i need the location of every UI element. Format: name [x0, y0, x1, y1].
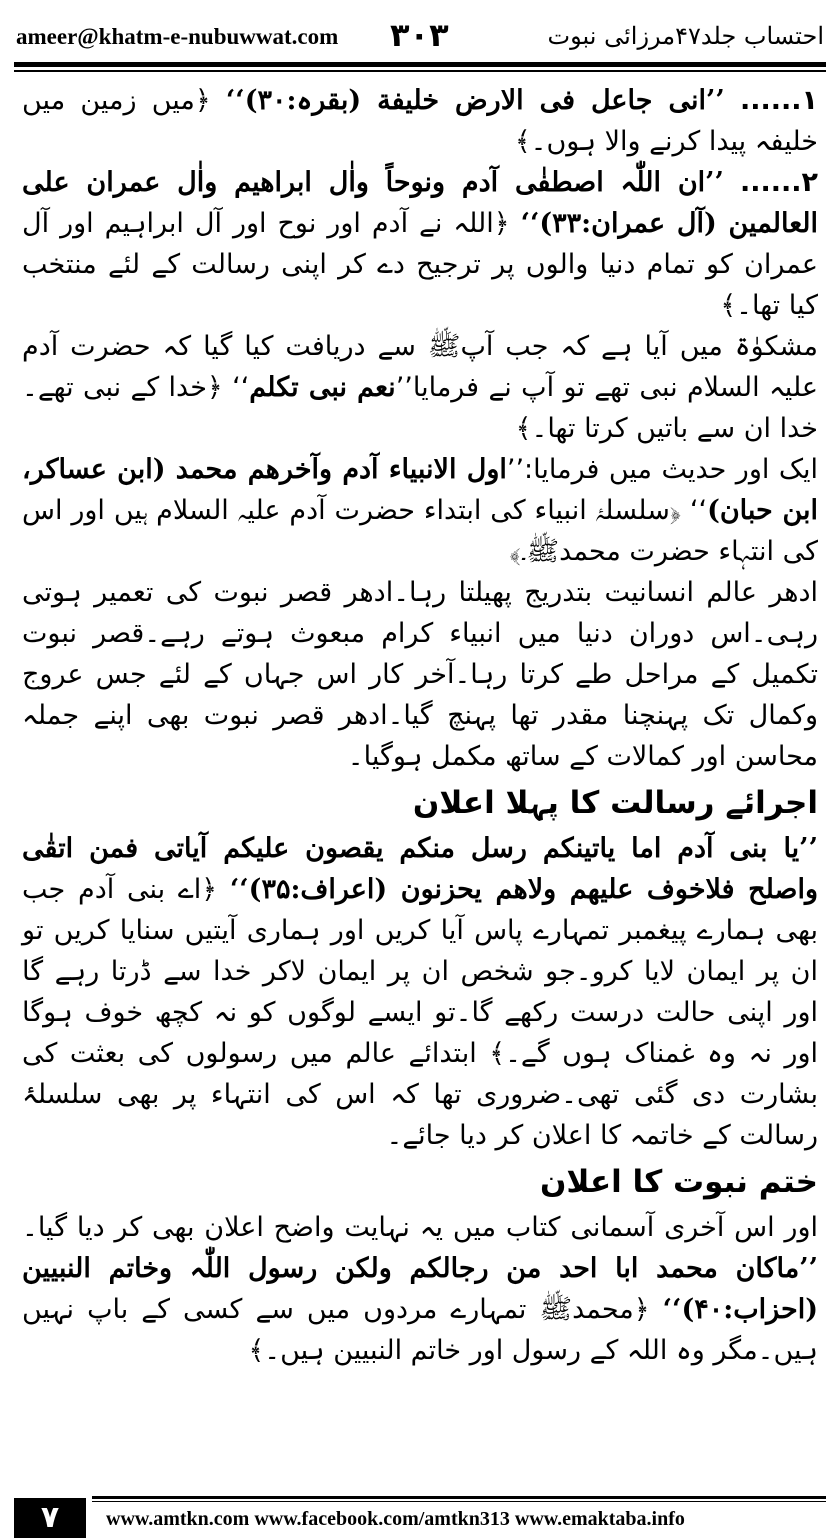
header-rule-thin — [14, 70, 826, 72]
footer-rule-thin — [92, 1501, 826, 1502]
verse-1 — [22, 80, 818, 162]
closing-urdu: ﴿محمدﷺ تمہارے مردوں میں سے کسی کے باپ نہیں ہیں۔مگر وہ اللہ کے رسول اور خاتم النبیین ہیں۔﴾ — [22, 1294, 818, 1366]
hadith-1-arabic: نعم نبی تکلم — [249, 372, 396, 403]
verse-3-urdu: ﴿اے بنی آدم جب بھی ہمارے پیغمبر تمہارے پاس آیا کریں اور ہماری آیتیں سنایا کریں تو ان پر ایمان لایا کرو۔جو شخص ان پر ایمان لاکر خدا سے ڈرتا رہے گا اور اپنی حالت درست رکھے گا۔تو ایسے لوگوں کو نہ کچھ خوف ہوگا اور نہ وہ غمناک ہوں گے۔﴾ — [22, 874, 818, 1069]
page-number: ۳۰۳ — [390, 16, 449, 54]
paragraph-expansion: ادھر عالم انسانیت بتدریج پھیلتا رہا۔ادھر قصر نبوت کی تعمیر ہوتی رہی۔اس دوران دنیا میں انبیاء کرام مبعوث ہوتے رہے۔قصر نبوت تکمیل کے مراحل طے کرتا رہا۔آخر کار اس جہاں کے لئے جس عروج وکمال تک پہنچنا مقدر تھا پہنچ گیا۔ادھر قصر نبوت بھی اپنے جملہ محاسن اور کمالات کے ساتھ مکمل ہوگیا۔ — [22, 577, 818, 772]
volume-number: ۷ — [14, 1498, 86, 1538]
verse-1-urdu: ﴿میں زمین میں خلیفہ پیدا کرنے والا ہوں۔﴾ — [22, 85, 818, 157]
hadith-2-intro: ایک اور حدیث میں فرمایا:’’ — [506, 454, 819, 485]
footer-websites: www.amtkn.com www.facebook.com/amtkn313 www.emaktaba.info — [106, 1508, 685, 1530]
verse-1-arabic: ’’انی جاعل فی الارض خلیفة (بقرہ:۳۰)‘‘ — [225, 85, 725, 116]
page-body — [22, 80, 818, 1485]
header-email: ameer@khatm-e-nubuwwat.com — [16, 24, 339, 49]
heading-khatm-announcement: ختم نبوت کا اعلان — [539, 1164, 818, 1200]
heading-first-announcement: اجرائے رسالت کا پہلا اعلان — [412, 785, 818, 821]
hadith-1-close: ‘‘ — [232, 372, 250, 403]
hadith-2-close: ‘‘ — [689, 495, 708, 526]
hadith-1-urdu: ﴿خدا کے نبی تھے۔خدا ان سے باتیں کرتا تھا۔﴾ — [22, 372, 818, 444]
hadith-1-intro: مشکوٰۃ میں آیا ہے کہ جب آپﷺ سے دریافت کیا گیا کہ حضرت آدم علیہ السلام نبی تھے تو آپ نے فرمایا’’ — [22, 331, 818, 403]
verse-2-arabic: ’’ان اللّٰہ اصطفٰی آدم ونوحاً واٰل ابراھیم واٰل عمران علی العالمین (آل عمران:۳۳)‘‘ — [22, 167, 819, 239]
book-title: احتساب جلد۴۷مرزائی نبوت — [547, 22, 824, 50]
hadith-2-urdu: ﴿سلسلۂ انبیاء کی ابتداء حضرت آدم علیہ السلام ہیں اور اس کی انتہاء حضرت محمدﷺ۔﴾ — [22, 495, 818, 567]
footer-rule-thick — [92, 1496, 826, 1499]
closing-intro: اور اس آخری آسمانی کتاب میں یہ نہایت واضح اعلان بھی کر دیا گیا۔ — [22, 1212, 818, 1243]
header-rule-thick — [14, 62, 826, 67]
closing-arabic: ’’ماکان محمد ابا احد من رجالکم ولکن رسول اللّٰہ وخاتم النبیین (احزاب:۴۰)‘‘ — [22, 1253, 818, 1325]
verse-1-marker: ۱...... — [739, 85, 818, 116]
verse-3 — [22, 828, 818, 1156]
verse-2-urdu: ﴿اللہ نے آدم اور نوح اور آل ابراہیم اور آل عمران کو تمام دنیا والوں پر ترجیح دے کر اپنی رسالت کے لئے منتخب کیا تھا۔﴾ — [22, 208, 818, 321]
hadith-1 — [22, 326, 818, 449]
verse-3-arabic: ’’یا بنی آدم اما یاتینکم رسل منکم یقصون علیکم آیاتی فمن اتقٰی واصلح فلاخوف علیھم ولاھم یحزنون (اعراف:۳۵)‘‘ — [22, 833, 818, 905]
verse-2-marker: ۲...... — [739, 167, 818, 198]
hadith-2-arabic: اول الانبیاء آدم وآخرھم محمد (ابن عساکر، ابن حبان) — [22, 454, 819, 526]
page-header — [14, 18, 826, 58]
verse-3-after: ابتدائے عالم میں رسولوں کی بعثت کی بشارت دی گئی تھی۔ضروری تھا کہ اس کی انتہاء پر بھی سلسلۂ رسالت کے خاتمہ کا اعلان کر دیا جائے۔ — [22, 1038, 818, 1151]
closing-verse — [22, 1207, 818, 1371]
hadith-2 — [22, 449, 818, 572]
verse-2 — [22, 162, 818, 326]
page-footer — [0, 1496, 840, 1540]
